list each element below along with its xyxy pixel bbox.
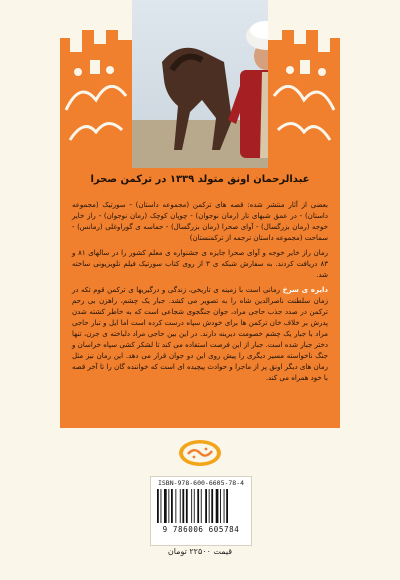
ornament-right xyxy=(268,0,340,170)
isbn: ISBN-978-600-6605-78-4 xyxy=(157,479,245,487)
barcode-bar xyxy=(224,489,225,523)
barcode-bar xyxy=(182,489,184,523)
awards-paragraph: رمان راز خایر خوجه و آوای صحرا جایزه ی جشنواره ی معلم کشور را در سالهای ۸۱ و ۸۳ دریافت کردند. به سفارش شبکه ی ۳ از روی کتاب سورتیک فیلم تلویزیونی ساخته شد. xyxy=(72,249,329,279)
barcode-bar xyxy=(180,489,181,523)
synopsis-paragraph xyxy=(72,285,328,384)
book-title: دایره ی سرخ xyxy=(282,286,328,294)
description-panel xyxy=(60,170,340,428)
barcode-bar xyxy=(197,489,199,523)
barcode-bar xyxy=(194,489,195,523)
barcode-bar xyxy=(161,489,162,523)
barcode-bar xyxy=(191,489,192,523)
price: قیمت ۲۲۵۰۰ تومان xyxy=(167,547,233,556)
barcode-bar xyxy=(209,489,210,523)
barcode-bar xyxy=(171,489,173,523)
barcode-icon xyxy=(157,489,245,523)
barcode-bar xyxy=(168,489,169,523)
description-text xyxy=(72,200,328,388)
barcode-bar xyxy=(216,489,219,523)
barcode-bar xyxy=(157,489,159,523)
barcode-bar xyxy=(220,489,221,523)
ornament-left xyxy=(60,0,132,170)
barcode-bar xyxy=(201,489,202,523)
publisher-logo-icon xyxy=(178,438,222,468)
top-photo-band xyxy=(60,0,340,170)
author-line: عبدالرحمان اونق متولد ۱۳۳۹ در ترکمن صحرا xyxy=(90,174,310,185)
works-paragraph: بعضی از آثار منتشر شده: قصه های ترکمن (مجموعه داستان) - سورتیک (مجموعه داستان) - در عمق شبهای تار (رمان نوجوان) - چوپان کوچک (رمان نوجوان) - راز خایر خوجه (رمان بزرگسال) - آوای صحرا (رمان بزرگسال) - حماسه ی گوراوغلی (رمانس) - سماحت (مجموعه داستان ترجمه از ترکمنستان) xyxy=(72,201,328,242)
barcode-bar xyxy=(205,489,207,523)
synopsis-text: رمانی است با زمینه ی تاریخی، زندگی و درگیریها ی ترکمن قوم تکه در زمان سلطنت ناصرالدین شاه را به تصویر می کشد. جبار یک چشم، راهزن بی رحم ترکمن در صدد جذب حاجی مراد، جوان جنگجوی شجاعی است که به خاطر کشته شدن پدرش بر خلاف خان ترکمن ها برای خودش سپاه درست کرده است اما ایل و تبار حاجی مراد با جبار یک چشم خصومت دیرینه دارند. در این بین حاجی مراد دلباخته ی جرن، تنها دختر جبار شده است. جبار از این فرصت استفاده می کند تا لشکر کشی سپاه خراسان و جنگ ناخواسته مسیر دیگری را پیش روی این دو جوان قرار می دهد. این رمان نیز مثل رمان های دیگر اونق پر از ماجرا و حوادث پیچیده ای است که خواننده گان را تا آخر قصه با خود همراه می کند. xyxy=(72,286,328,382)
barcode-bar xyxy=(164,489,167,523)
barcode-bar xyxy=(226,489,228,523)
barcode-bar xyxy=(211,489,213,523)
barcode-box xyxy=(150,476,252,546)
barcode-digits: 9 786006 605784 xyxy=(162,525,240,534)
barcode-bar xyxy=(175,489,176,523)
barcode-bar xyxy=(186,489,188,523)
